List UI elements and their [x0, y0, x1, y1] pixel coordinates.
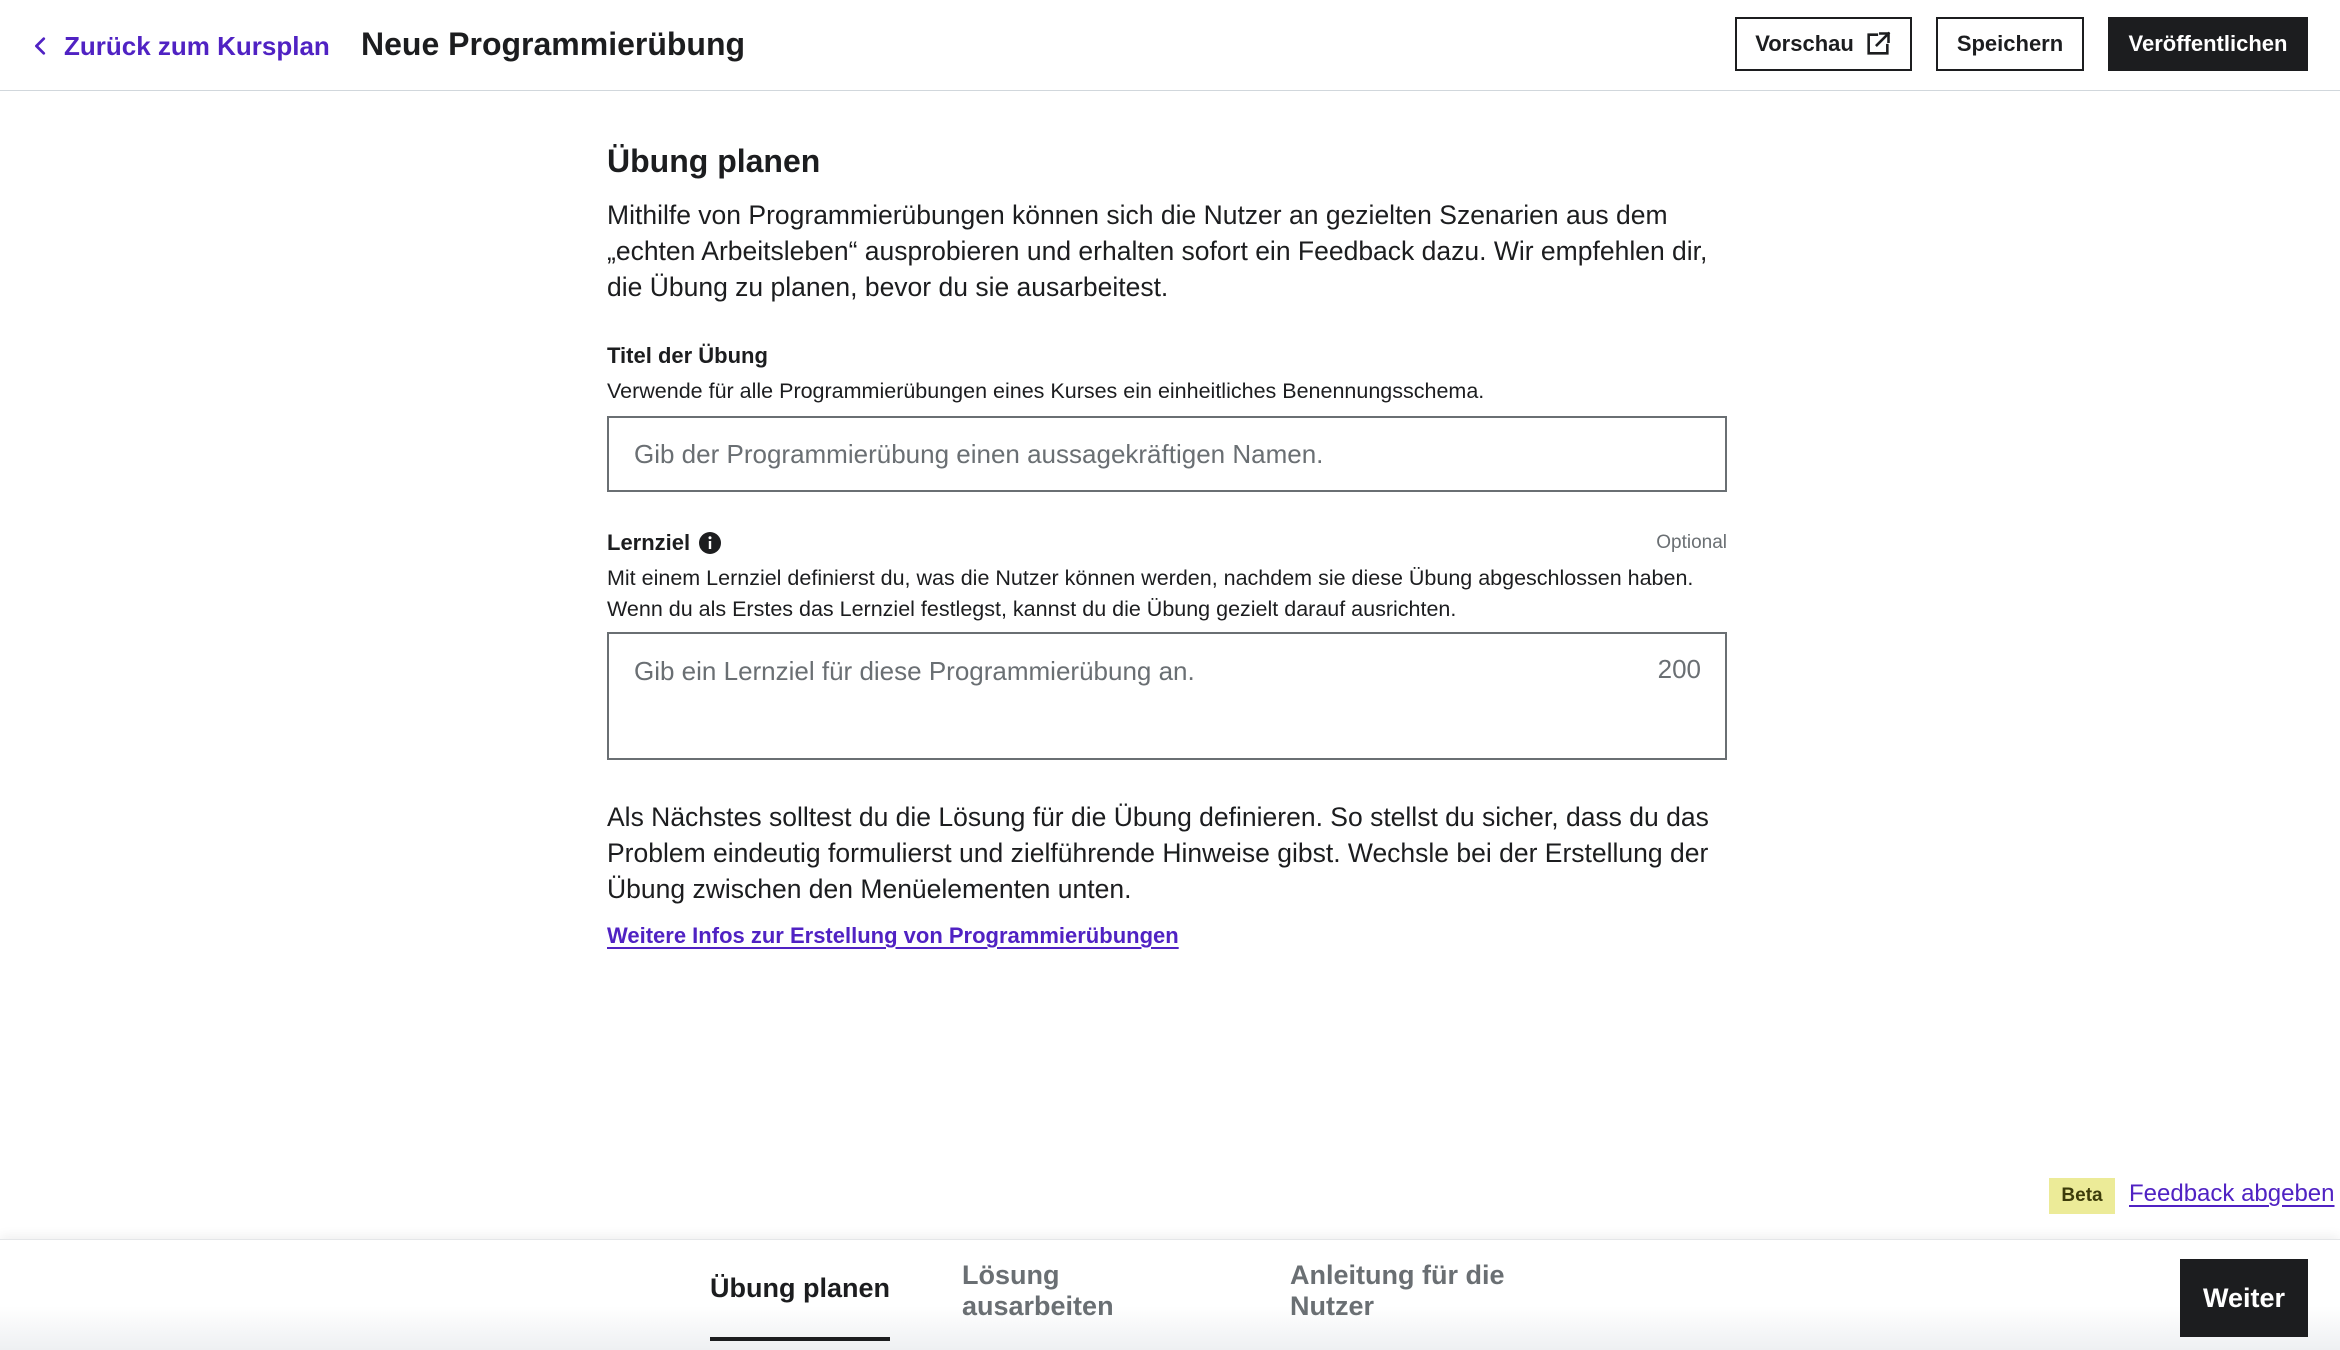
tab-develop-solution[interactable]: Lösung ausarbeiten — [962, 1259, 1114, 1321]
learning-objective-textarea[interactable] — [609, 634, 1725, 758]
section-title: Übung planen — [607, 143, 821, 179]
publish-button[interactable]: Veröffentlichen — [2108, 17, 2308, 71]
optional-label: Optional — [1656, 532, 1727, 553]
char-counter: 200 — [1657, 654, 1701, 684]
title-field-help: Verwende für alle Programmierübungen eines Kurses ein einheitliches Benennungsschema. — [607, 379, 1485, 403]
tab-learner-instructions[interactable]: Anleitung für die Nutzer — [1290, 1259, 1505, 1321]
back-link-label: Zurück zum Kursplan — [64, 30, 330, 61]
beta-badge: Beta — [2049, 1178, 2115, 1214]
tab-plan-exercise[interactable]: Übung planen — [710, 1240, 890, 1341]
preview-button[interactable] — [1735, 17, 1912, 71]
bottom-step-nav — [0, 1239, 2340, 1350]
objective-field-help: Mit einem Lernziel definierst du, was die Nutzer können werden, nachdem sie diese Übung abgeschlossen haben. Wenn du als Erstes das Lernziel festlegst, kannst du die Übung gezielt darauf ausrichten. — [607, 566, 1694, 621]
objective-textarea-wrapper — [607, 632, 1727, 760]
external-link-icon — [1864, 30, 1892, 58]
exercise-title-input[interactable] — [607, 416, 1727, 492]
back-to-curriculum-link[interactable] — [30, 26, 330, 66]
more-info-link[interactable]: Weitere Infos zur Erstellung von Programmierübungen — [607, 923, 1179, 948]
preview-button-label: Vorschau — [1755, 31, 1854, 56]
objective-field-label — [607, 528, 722, 558]
title-field-label-text: Titel der Übung — [607, 343, 768, 368]
save-button[interactable]: Speichern — [1936, 17, 2084, 71]
next-button[interactable]: Weiter — [2180, 1259, 2308, 1337]
top-bar — [0, 0, 2340, 91]
title-field-label — [607, 341, 768, 371]
next-steps-text: Als Nächstes solltest du die Lösung für die Übung definieren. So stellst du sicher, dass du das Problem eindeutig formulierst und zielführende Hinweise gibst. Wechsle bei der Erstellung der Übung zwischen den Menüelementen unten. — [607, 802, 1709, 904]
objective-field-label-text: Lernziel — [607, 530, 691, 555]
info-icon[interactable] — [698, 531, 722, 555]
chevron-left-icon — [30, 35, 52, 57]
page-title: Neue Programmierübung — [361, 26, 746, 62]
section-intro: Mithilfe von Programmierübungen können sich die Nutzer an gezielten Szenarien aus dem „echten Arbeitsleben“ ausprobieren und erhalten sofort ein Feedback dazu. Wir empfehlen dir, die Übung zu planen, bevor du sie ausarbeitest. — [607, 200, 1708, 302]
feedback-link[interactable]: Feedback abgeben — [2129, 1180, 2335, 1207]
